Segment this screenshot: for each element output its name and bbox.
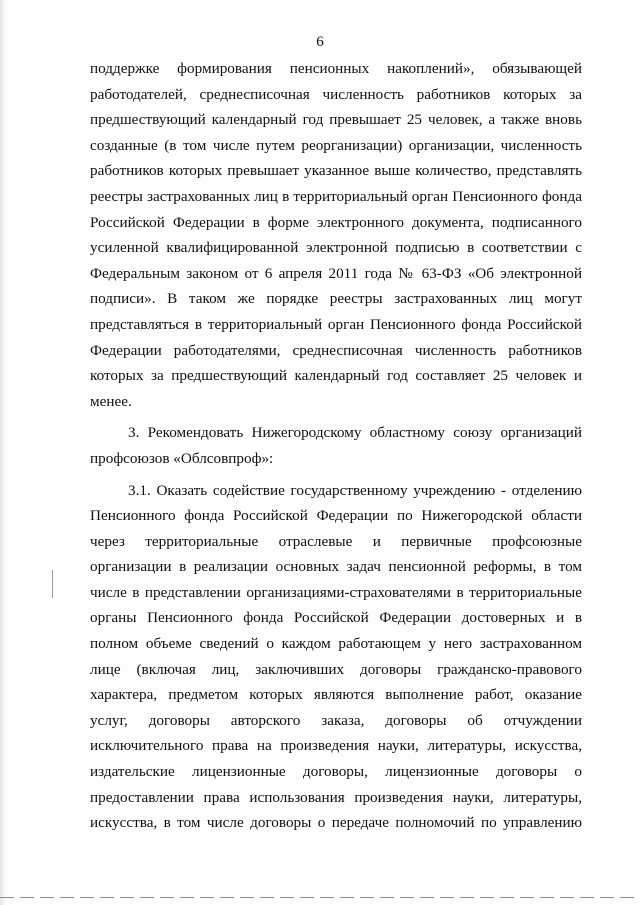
text-line: 3. Рекомендовать Нижегородскому областному союзу организаций [128, 424, 582, 442]
text-line: предшествующий календарный год превышает 25 человек, а также вновь [90, 111, 582, 129]
text-line: Федерации работодателями, среднесписочная численность работников [90, 341, 582, 359]
text-line: представляться в территориальный орган Пенсионного фонда Российской [90, 315, 582, 333]
text-line: характера, предметом которых являются выполнение работ, оказание [90, 686, 582, 704]
scan-artifact [52, 570, 53, 598]
text-line: услуг, договоры авторского заказа, договоры об отчуждении [90, 711, 582, 729]
text-line: издательские лицензионные договоры, лицензионные договоры о [90, 763, 582, 781]
text-line: профсоюзов «Облсовпроф»: [90, 449, 274, 467]
text-line: Российской Федерации в форме электронного документа, подписанного [90, 213, 582, 231]
text-line: которых за предшествующий календарный год составляет 25 человек и [90, 367, 582, 385]
text-line: Федеральным законом от 6 апреля 2011 года № 63-ФЗ «Об электронной [90, 264, 582, 282]
paragraph-recommendation [90, 420, 582, 471]
text-line: лице (включая лиц, заключивших договоры гражданско-правового [90, 660, 582, 678]
document-body [90, 56, 582, 836]
text-line: предоставлении права использования произведения науки, литературы, [90, 788, 582, 806]
page-number: 6 [316, 34, 324, 50]
text-line: через территориальные отраслевые и первичные профсоюзные [90, 532, 582, 550]
text-line: поддержке формирования пенсионных накоплений», обязывающей [90, 60, 582, 77]
text-line: усиленной квалифицированной электронной подписью в соответствии с [90, 239, 582, 257]
text-line: работодателей, среднесписочная численность работников которых за [90, 85, 582, 103]
text-line: 3.1. Оказать содействие государственному учреждению - отделению [128, 481, 582, 499]
text-line: Пенсионного фонда Российской Федерации по Нижегородской области [90, 507, 582, 525]
text-line: созданные (в том числе путем реорганизации) организации, численность [90, 136, 582, 154]
scan-edge [0, 0, 6, 905]
scan-artifact [0, 897, 640, 898]
text-line: органы Пенсионного фонда Российской Федерации достоверных и в [90, 609, 582, 627]
paragraph-pension-registry [90, 56, 582, 414]
paragraph-item-3-1 [90, 478, 582, 836]
text-line: исключительного права на произведения науки, литературы, искусства, [90, 737, 582, 755]
text-line: числе в представлении организациями-страхователями в территориальные [90, 583, 582, 601]
text-line: подписи». В таком же порядке реестры застрахованных лиц могут [90, 290, 582, 308]
text-line: организации в реализации основных задач пенсионной реформы, в том [90, 558, 582, 576]
text-line: искусства, в том числе договоры о передаче полномочий по управлению [90, 814, 582, 832]
text-line: реестры застрахованных лиц в территориальный орган Пенсионного фонда [90, 187, 582, 205]
text-line: работников которых превышает указанное выше количество, представлять [90, 162, 582, 180]
text-line: менее. [90, 392, 132, 410]
text-line: полном объеме сведений о каждом работающем у него застрахованном [90, 635, 582, 653]
